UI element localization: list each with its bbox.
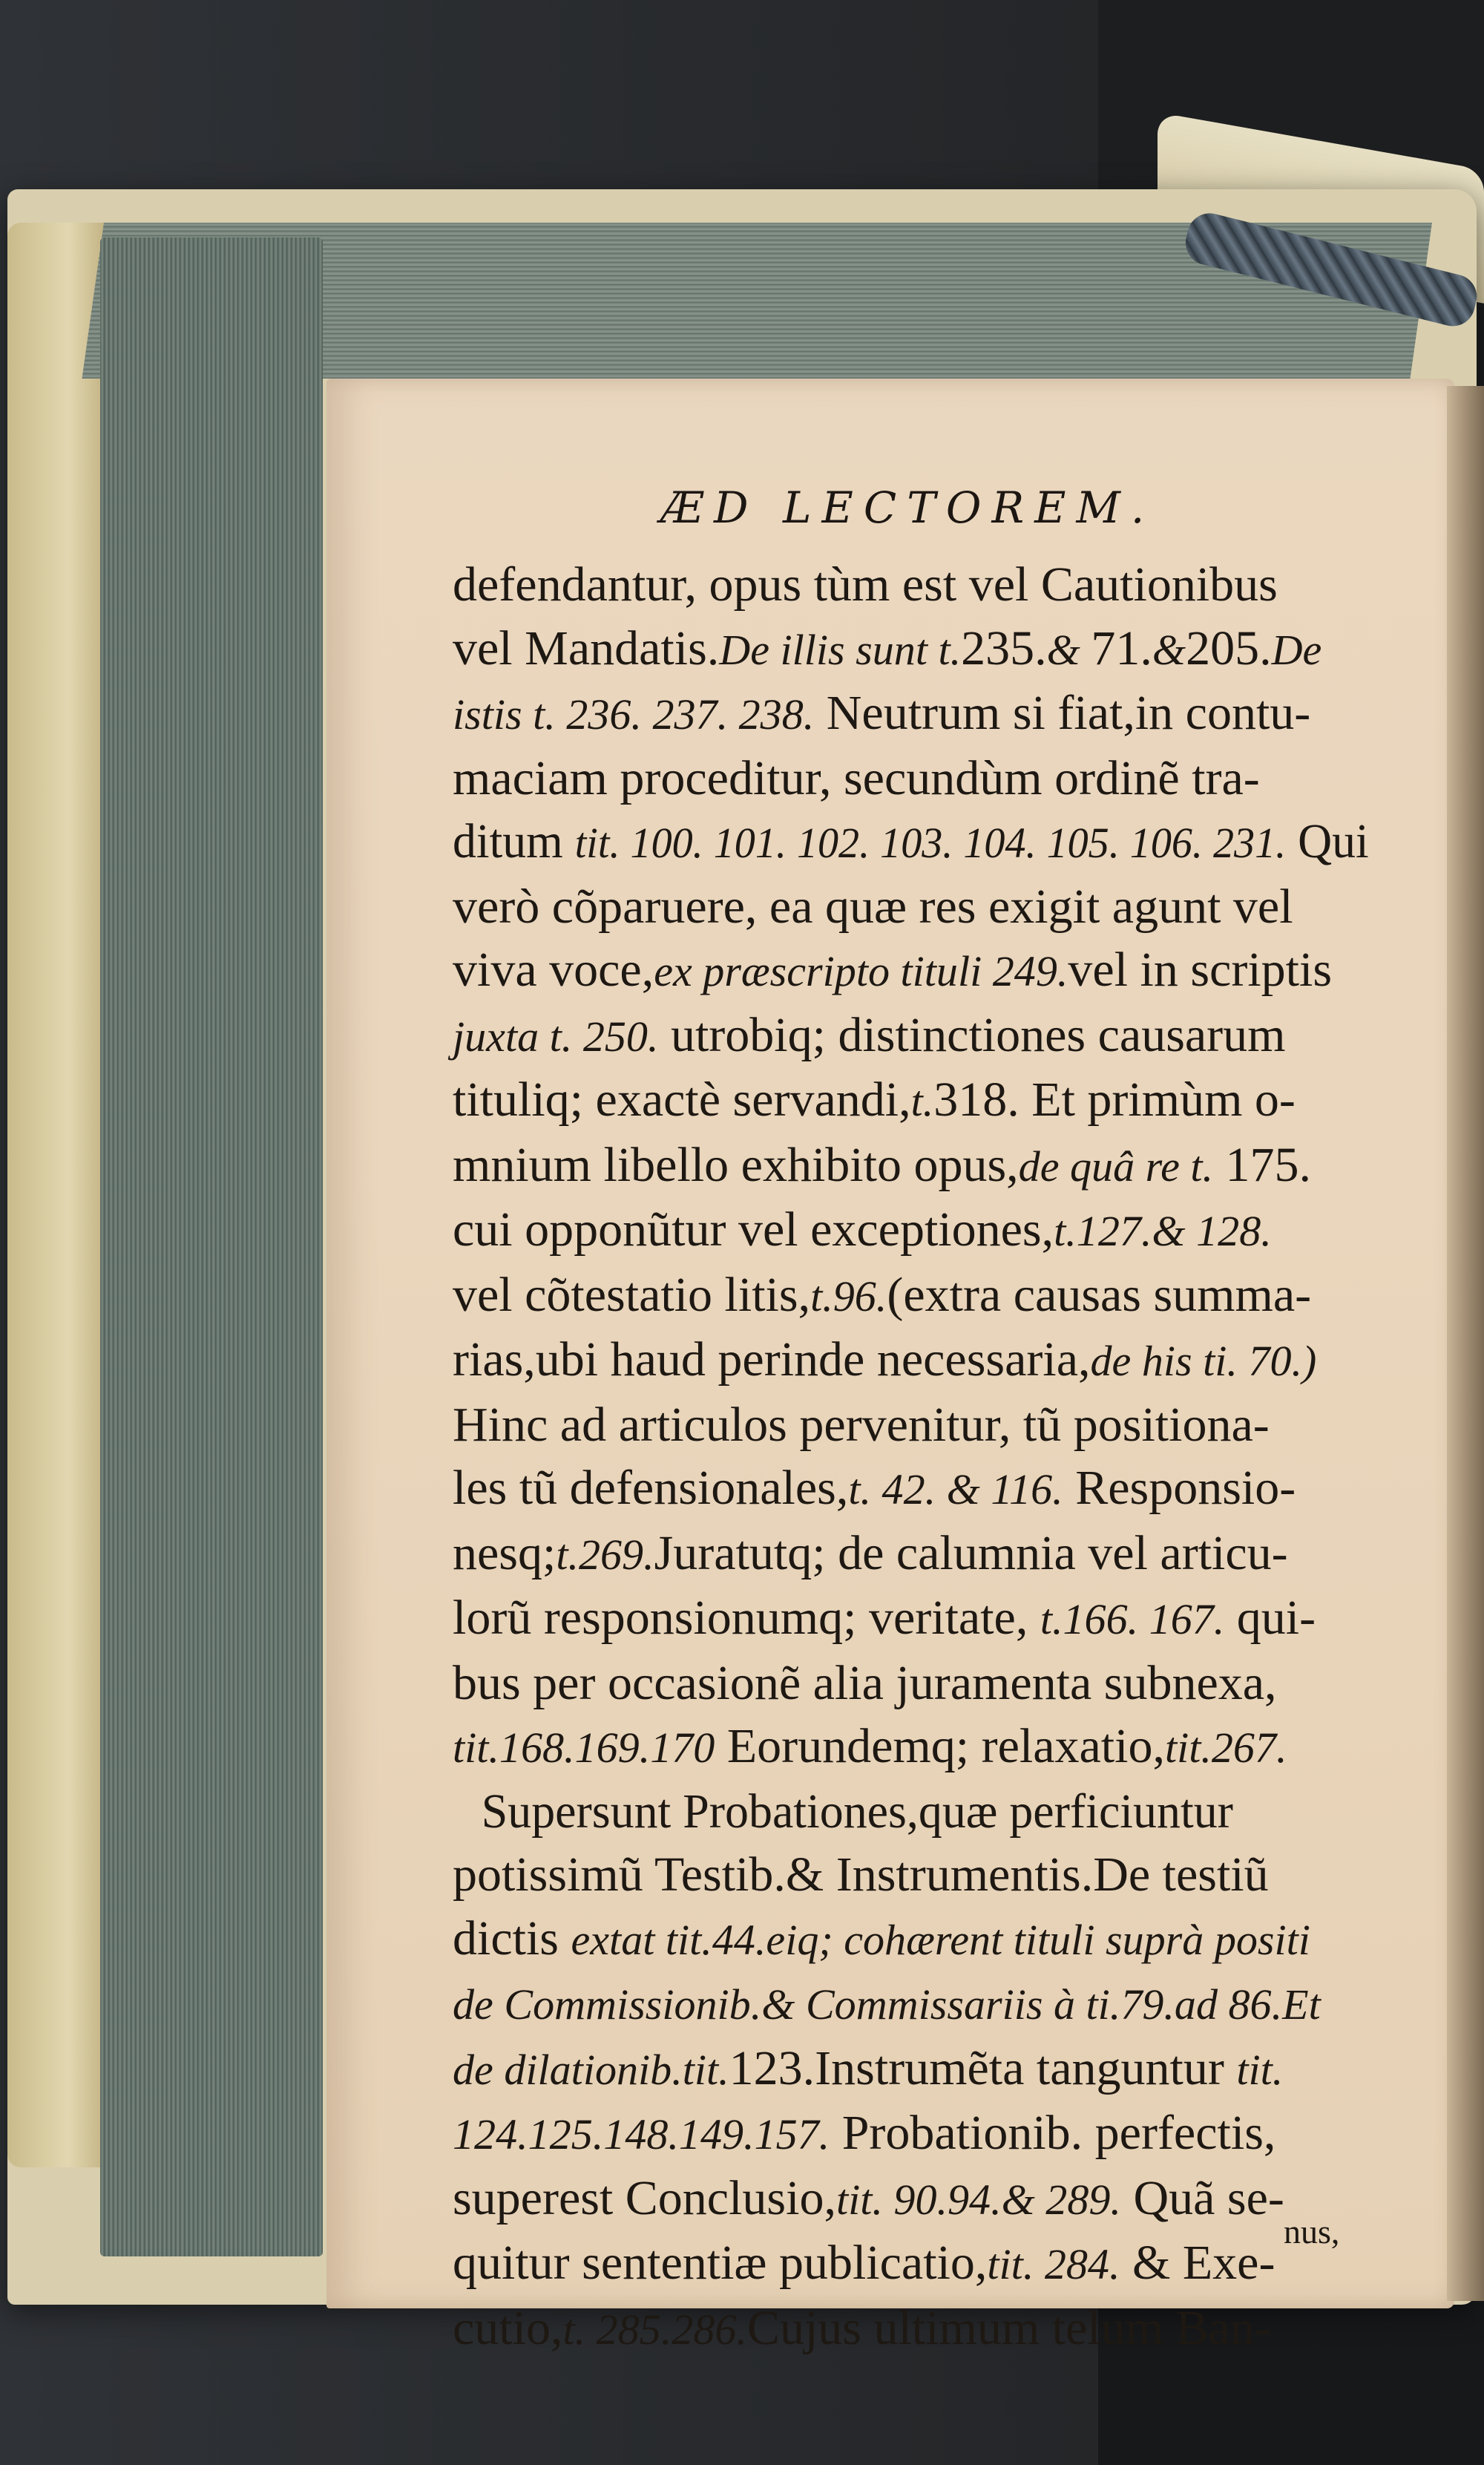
text-line — [453, 1068, 1369, 1133]
text-segment: Quã se- — [1120, 2170, 1284, 2225]
text-segment: 175. — [1213, 1137, 1312, 1192]
text-segment: Probationib. perfectis, — [830, 2106, 1276, 2160]
text-segment: ditum — [453, 814, 575, 868]
page-edges-side — [100, 238, 323, 2256]
italic-reference: tit.267. — [1164, 1723, 1287, 1772]
text-segment: Eorundemq; relaxatio, — [715, 1719, 1165, 1773]
italic-reference: De illis sunt t. — [719, 625, 962, 674]
text-segment: 205. — [1186, 621, 1272, 675]
italic-reference: extat tit.44.eiq; cohærent tituli suprà positi — [571, 1915, 1310, 1964]
text-segment: Neutrum si fiat,in contu- — [814, 686, 1311, 740]
text-line — [453, 2101, 1369, 2167]
italic-reference: & — [1152, 625, 1186, 674]
text-line — [453, 1715, 1369, 1780]
page-gutter-shadow — [1447, 386, 1484, 2301]
text-segment: 318. Et primùm o- — [933, 1073, 1296, 1127]
text-line — [453, 1971, 1369, 2037]
text-segment: rias,ubi haud perinde necessaria, — [453, 1332, 1091, 1387]
text-line — [453, 553, 1369, 617]
italic-reference: t.127.& 128. — [1054, 1207, 1272, 1255]
italic-reference: & — [1046, 625, 1091, 674]
running-header: ÆD LECTOREM. — [660, 482, 1155, 533]
italic-reference: t. — [910, 1077, 934, 1125]
italic-reference: tit. 90.94.& 289. — [835, 2175, 1121, 2224]
italic-reference: t. 42. & 116. — [848, 1465, 1063, 1513]
text-line — [453, 1907, 1369, 1972]
text-segment: (extra causas summa- — [887, 1267, 1312, 1322]
italic-reference: de Commissionib.& Commissariis à ti.79.ad 86.Et — [453, 1980, 1321, 2029]
text-segment: superest Conclusio, — [453, 2170, 836, 2225]
text-segment: mnium libello exhibito opus, — [453, 1137, 1019, 1192]
text-line — [453, 875, 1369, 939]
text-segment: Hinc ad articulos pervenitur, tũ positiona- — [453, 1397, 1270, 1452]
text-segment: vel Mandatis. — [453, 621, 720, 675]
text-line — [453, 1456, 1369, 1522]
text-segment: 235. — [961, 621, 1047, 675]
text-line — [453, 938, 1369, 1004]
text-segment: defendantur, opus tùm est vel Cautionibus — [453, 557, 1278, 612]
italic-reference: tit. 100. 101. 102. 103. 104. 105. 106. 231. — [574, 819, 1287, 867]
text-segment: maciam proceditur, secundùm ordinẽ tra- — [453, 750, 1260, 805]
italic-reference: t.96. — [810, 1271, 887, 1320]
text-segment: nesq; — [453, 1525, 556, 1580]
italic-reference: de dilationib.tit. — [453, 2045, 729, 2094]
text-segment: Responsio- — [1063, 1461, 1296, 1515]
catchword: nus, — [1284, 2213, 1340, 2250]
text-segment: viva voce, — [453, 943, 654, 997]
text-segment: Qui — [1286, 814, 1369, 868]
text-segment: vel cõtestatio litis, — [453, 1267, 811, 1322]
text-line — [453, 681, 1369, 747]
italic-reference: istis t. 236. 237. 238. — [453, 690, 815, 739]
text-line — [453, 617, 1369, 682]
text-segment: quitur sententiæ publicatio, — [453, 2236, 988, 2290]
text-segment: & Exe- — [1120, 2236, 1275, 2290]
text-line — [453, 1328, 1369, 1393]
text-segment: 123.Instrumẽta tanguntur — [729, 2040, 1237, 2095]
text-segment: Cujus ultimum telum Ban- — [746, 2300, 1271, 2355]
text-line — [453, 1263, 1369, 1329]
italic-reference: tit. 284. — [987, 2240, 1120, 2288]
italic-reference: tit. — [1236, 2045, 1284, 2094]
text-segment: dictis — [453, 1911, 571, 1965]
text-segment: cutio, — [453, 2300, 563, 2355]
text-line — [453, 1133, 1369, 1199]
text-segment: verò cõparuere, ea quæ res exigit agunt vel — [453, 879, 1293, 934]
italic-reference: t.269. — [556, 1530, 654, 1579]
text-line — [453, 747, 1369, 811]
text-segment: tituliq; exactè servandi, — [453, 1073, 911, 1127]
text-segment: bus per occasionẽ alia juramenta subnexa, — [453, 1655, 1277, 1710]
italic-reference: t.166. 167. — [1040, 1595, 1225, 1643]
text-line — [453, 1198, 1369, 1263]
italic-reference: de quâ re t. — [1018, 1142, 1214, 1191]
text-segment: cui opponũtur vel exceptiones, — [453, 1202, 1054, 1257]
text-line — [453, 2037, 1369, 2102]
italic-reference: t. 285.286. — [562, 2305, 747, 2354]
text-segment: potissimũ Testib.& Instrumentis.De testiũ — [453, 1847, 1269, 1902]
text-line — [453, 1004, 1369, 1069]
text-segment: les tũ defensionales, — [453, 1461, 849, 1515]
italic-reference: juxta t. 250. — [453, 1012, 659, 1061]
text-segment: vel in scriptis — [1068, 943, 1333, 997]
text-line — [453, 2297, 1369, 2362]
text-line — [453, 1651, 1369, 1715]
italic-reference: De — [1271, 625, 1322, 674]
text-segment: lorũ responsionumq; veritate, — [453, 1591, 1040, 1645]
text-line — [453, 2167, 1369, 2232]
text-segment: 71. — [1091, 621, 1152, 675]
text-line — [453, 1586, 1369, 1651]
text-line — [453, 1780, 1339, 1844]
italic-reference: ex præscripto tituli 249. — [654, 947, 1068, 995]
text-line — [453, 1393, 1369, 1457]
text-line — [453, 810, 1369, 875]
italic-reference: tit.168.169.170 — [453, 1723, 715, 1772]
text-segment: Juratutq; de calumnia vel articu- — [654, 1525, 1288, 1580]
italic-reference: de his ti. 70.) — [1090, 1337, 1317, 1385]
text-line — [453, 1522, 1369, 1587]
italic-reference: 124.125.148.149.157. — [453, 2110, 830, 2158]
text-segment: qui- — [1224, 1591, 1316, 1645]
page-body-text — [453, 553, 1369, 2361]
text-segment: utrobiq; distinctiones causarum — [658, 1007, 1286, 1062]
text-line — [453, 2231, 1369, 2297]
text-segment: Supersunt Probationes,quæ perficiuntur — [481, 1784, 1233, 1839]
text-line — [453, 1843, 1369, 1907]
